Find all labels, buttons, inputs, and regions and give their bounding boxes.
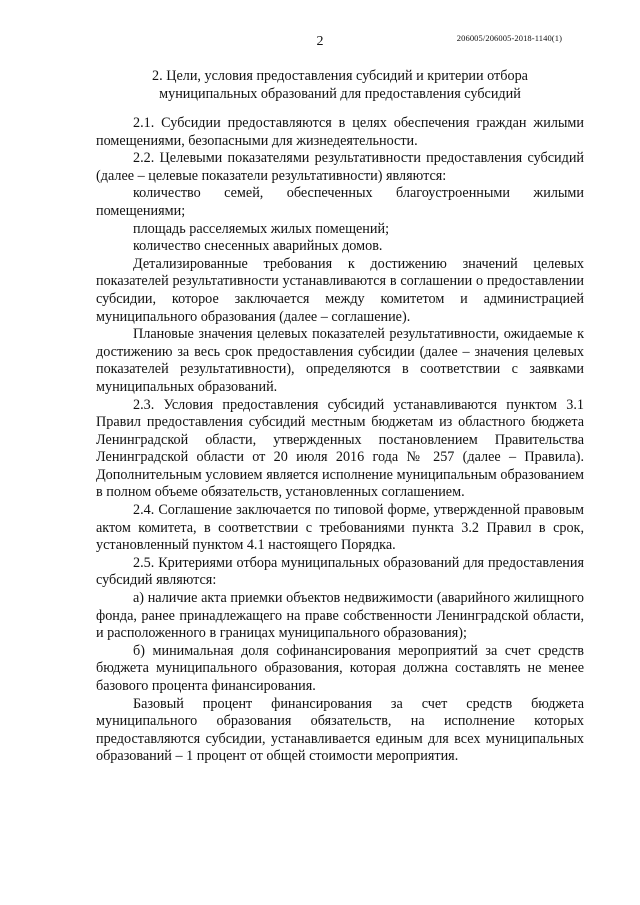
paragraph-detailed-requirements: Детализированные требования к достижению значений целевых показателей результативности устанавливаются в соглашении о предоставлении субсидии, которое заключается между комитетом и администрацией муниципального образования (далее – соглашение). xyxy=(96,255,584,325)
paragraph-planned-values: Плановые значения целевых показателей результативности, ожидаемые к достижению за весь срок предоставления субсидии (далее – значения целевых показателей результативности), определяются в соответствии с заявками муниципальных образований. xyxy=(96,326,584,395)
document-body xyxy=(96,115,584,766)
list-item-families: количество семей, обеспеченных благоустроенными жилыми помещениями; xyxy=(96,185,584,219)
paragraph-base-percent: Базовый процент финансирования за счет средств бюджета муниципального образования обязательств, на исполнение которых предоставляются субсидии, устанавливается единым для всех муниципальных образований – 1 процент от общей стоимости мероприятия. xyxy=(96,695,584,765)
paragraph-2-2: 2.2. Целевыми показателями результативности предоставления субсидий (далее – целевые показатели результативности) являются: xyxy=(96,150,584,184)
section-heading xyxy=(96,67,584,103)
paragraph-2-1: 2.1. Субсидии предоставляются в целях обеспечения граждан жилыми помещениями, безопасными для жизнедеятельности. xyxy=(96,115,584,149)
criterion-a: а) наличие акта приемки объектов недвижимости (аварийного жилищного фонда, ранее принадлежащего на праве собственности Ленинградской области, и расположенного в границах муниципального образования); xyxy=(96,590,584,642)
criterion-b: б) минимальная доля софинансирования мероприятий за счет средств бюджета муниципального образования, которая должна составлять не менее базового процента финансирования. xyxy=(96,642,584,694)
page-number: 2 xyxy=(316,34,324,49)
section-heading-line: 2. Цели, условия предоставления субсидий и критерии отбора xyxy=(152,68,528,84)
document-code: 206005/206005-2018-1140(1) xyxy=(456,33,562,43)
paragraph-2-4: 2.4. Соглашение заключается по типовой форме, утвержденной правовым актом комитета, в соответствии с требованиями пункта 3.2 Правил в срок, установленный пунктом 4.1 настоящего Порядка. xyxy=(96,502,584,554)
list-item-demolished: количество снесенных аварийных домов. xyxy=(133,238,383,255)
section-heading-line: муниципальных образований для предоставления субсидий xyxy=(159,86,521,102)
paragraph-2-5: 2.5. Критериями отбора муниципальных образований для предоставления субсидий являются: xyxy=(96,554,584,589)
list-item-area: площадь расселяемых жилых помещений; xyxy=(133,220,390,237)
paragraph-2-3: 2.3. Условия предоставления субсидий устанавливаются пунктом 3.1 Правил предоставления субсидий местным бюджетам из областного бюджета Ленинградской области, утвержденных постановлением Правительства Ленинградской области от 20 июля 2016 года № 257 (далее – Правила). Дополнительным условием является исполнение муниципальным образованием в полном объеме обязательств, установленных соглашением. xyxy=(96,396,584,501)
